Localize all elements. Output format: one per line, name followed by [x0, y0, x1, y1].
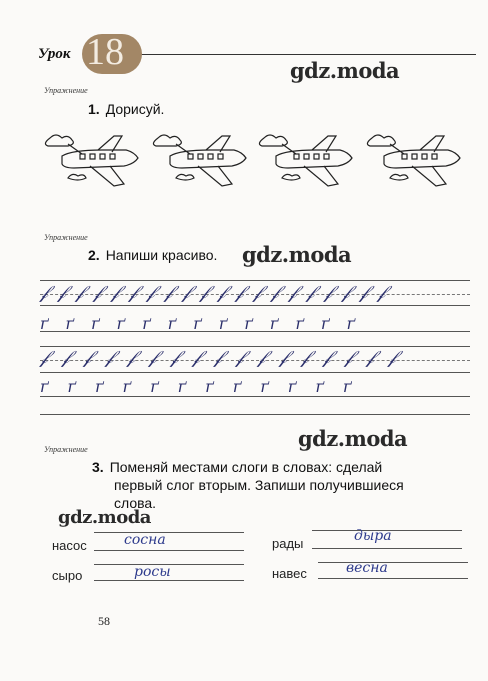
exercise2-heading [88, 247, 217, 264]
handwriting-row: 𝒻 𝒻 𝒻 𝒻 𝒻 𝒻 𝒻 𝒻 𝒻 𝒻 𝒻 𝒻 𝒻 𝒻 𝒻 𝒻 𝒻 [40, 347, 401, 368]
handwriting-row: 𝒻 𝒻 𝒻 𝒻 𝒻 𝒻 𝒻 𝒻 𝒻 𝒻 𝒻 𝒻 𝒻 𝒻 𝒻 𝒻 𝒻 𝒻 𝒻 𝒻 [40, 282, 388, 303]
exercise3-text-1: Поменяй местами слоги в словах: сделай [109, 459, 383, 475]
exercise1-text: Дорисуй. [105, 101, 165, 117]
exercise2-text: Напиши красиво. [105, 247, 218, 263]
answer-line [94, 580, 244, 581]
answer-line [94, 550, 244, 551]
exercise3-number: 3. [92, 459, 104, 475]
ruled-line [40, 414, 470, 415]
answer-line [312, 548, 462, 549]
lesson-number: 18 [86, 31, 124, 73]
watermark-logo: gdz.moda [290, 58, 400, 83]
handwriting-row: ґ ґ ґ ґ ґ ґ ґ ґ ґ ґ ґ ґ ґ [40, 314, 362, 333]
word-label: рады [272, 536, 304, 551]
exercise3-line2: первый слог вторым. Запиши получившиеся [114, 477, 404, 493]
answer-handwritten: весна [346, 560, 388, 576]
handwriting-row: ґ ґ ґ ґ ґ ґ ґ ґ ґ ґ ґ ґ [40, 377, 359, 396]
exercise3-line3: слова. [114, 495, 157, 511]
exercise1-heading [88, 101, 164, 118]
watermark-logo: gdz.moda [58, 507, 151, 528]
answer-line [94, 532, 244, 533]
watermark-logo: gdz.moda [298, 426, 408, 451]
answer-line [318, 578, 468, 579]
word-label: сыро [52, 568, 83, 583]
word-label: навес [272, 566, 307, 581]
exercise2-number: 2. [88, 247, 100, 263]
exercise-label: Упражнение [44, 233, 88, 242]
answer-line [318, 562, 468, 563]
airplane-drawing [45, 135, 138, 186]
answer-handwritten: сосна [124, 532, 166, 548]
word-label: насос [52, 538, 87, 553]
lesson-header [36, 31, 476, 74]
header-rule [96, 54, 476, 55]
airplanes-illustration [40, 126, 470, 196]
lesson-word: Урок [38, 46, 71, 62]
exercise1-number: 1. [88, 101, 100, 117]
answer-handwritten: дыра [354, 528, 392, 544]
ruled-line [40, 280, 470, 281]
watermark-logo: gdz.moda [242, 242, 352, 267]
answer-handwritten: росы [134, 564, 171, 580]
exercise-label: Упражнение [44, 86, 88, 95]
page-number: 58 [98, 614, 110, 628]
ruled-line [40, 372, 470, 373]
ruled-line [40, 396, 470, 397]
exercise-label: Упражнение [44, 445, 88, 454]
exercise3-line1 [92, 459, 382, 476]
ruled-line [40, 305, 470, 306]
